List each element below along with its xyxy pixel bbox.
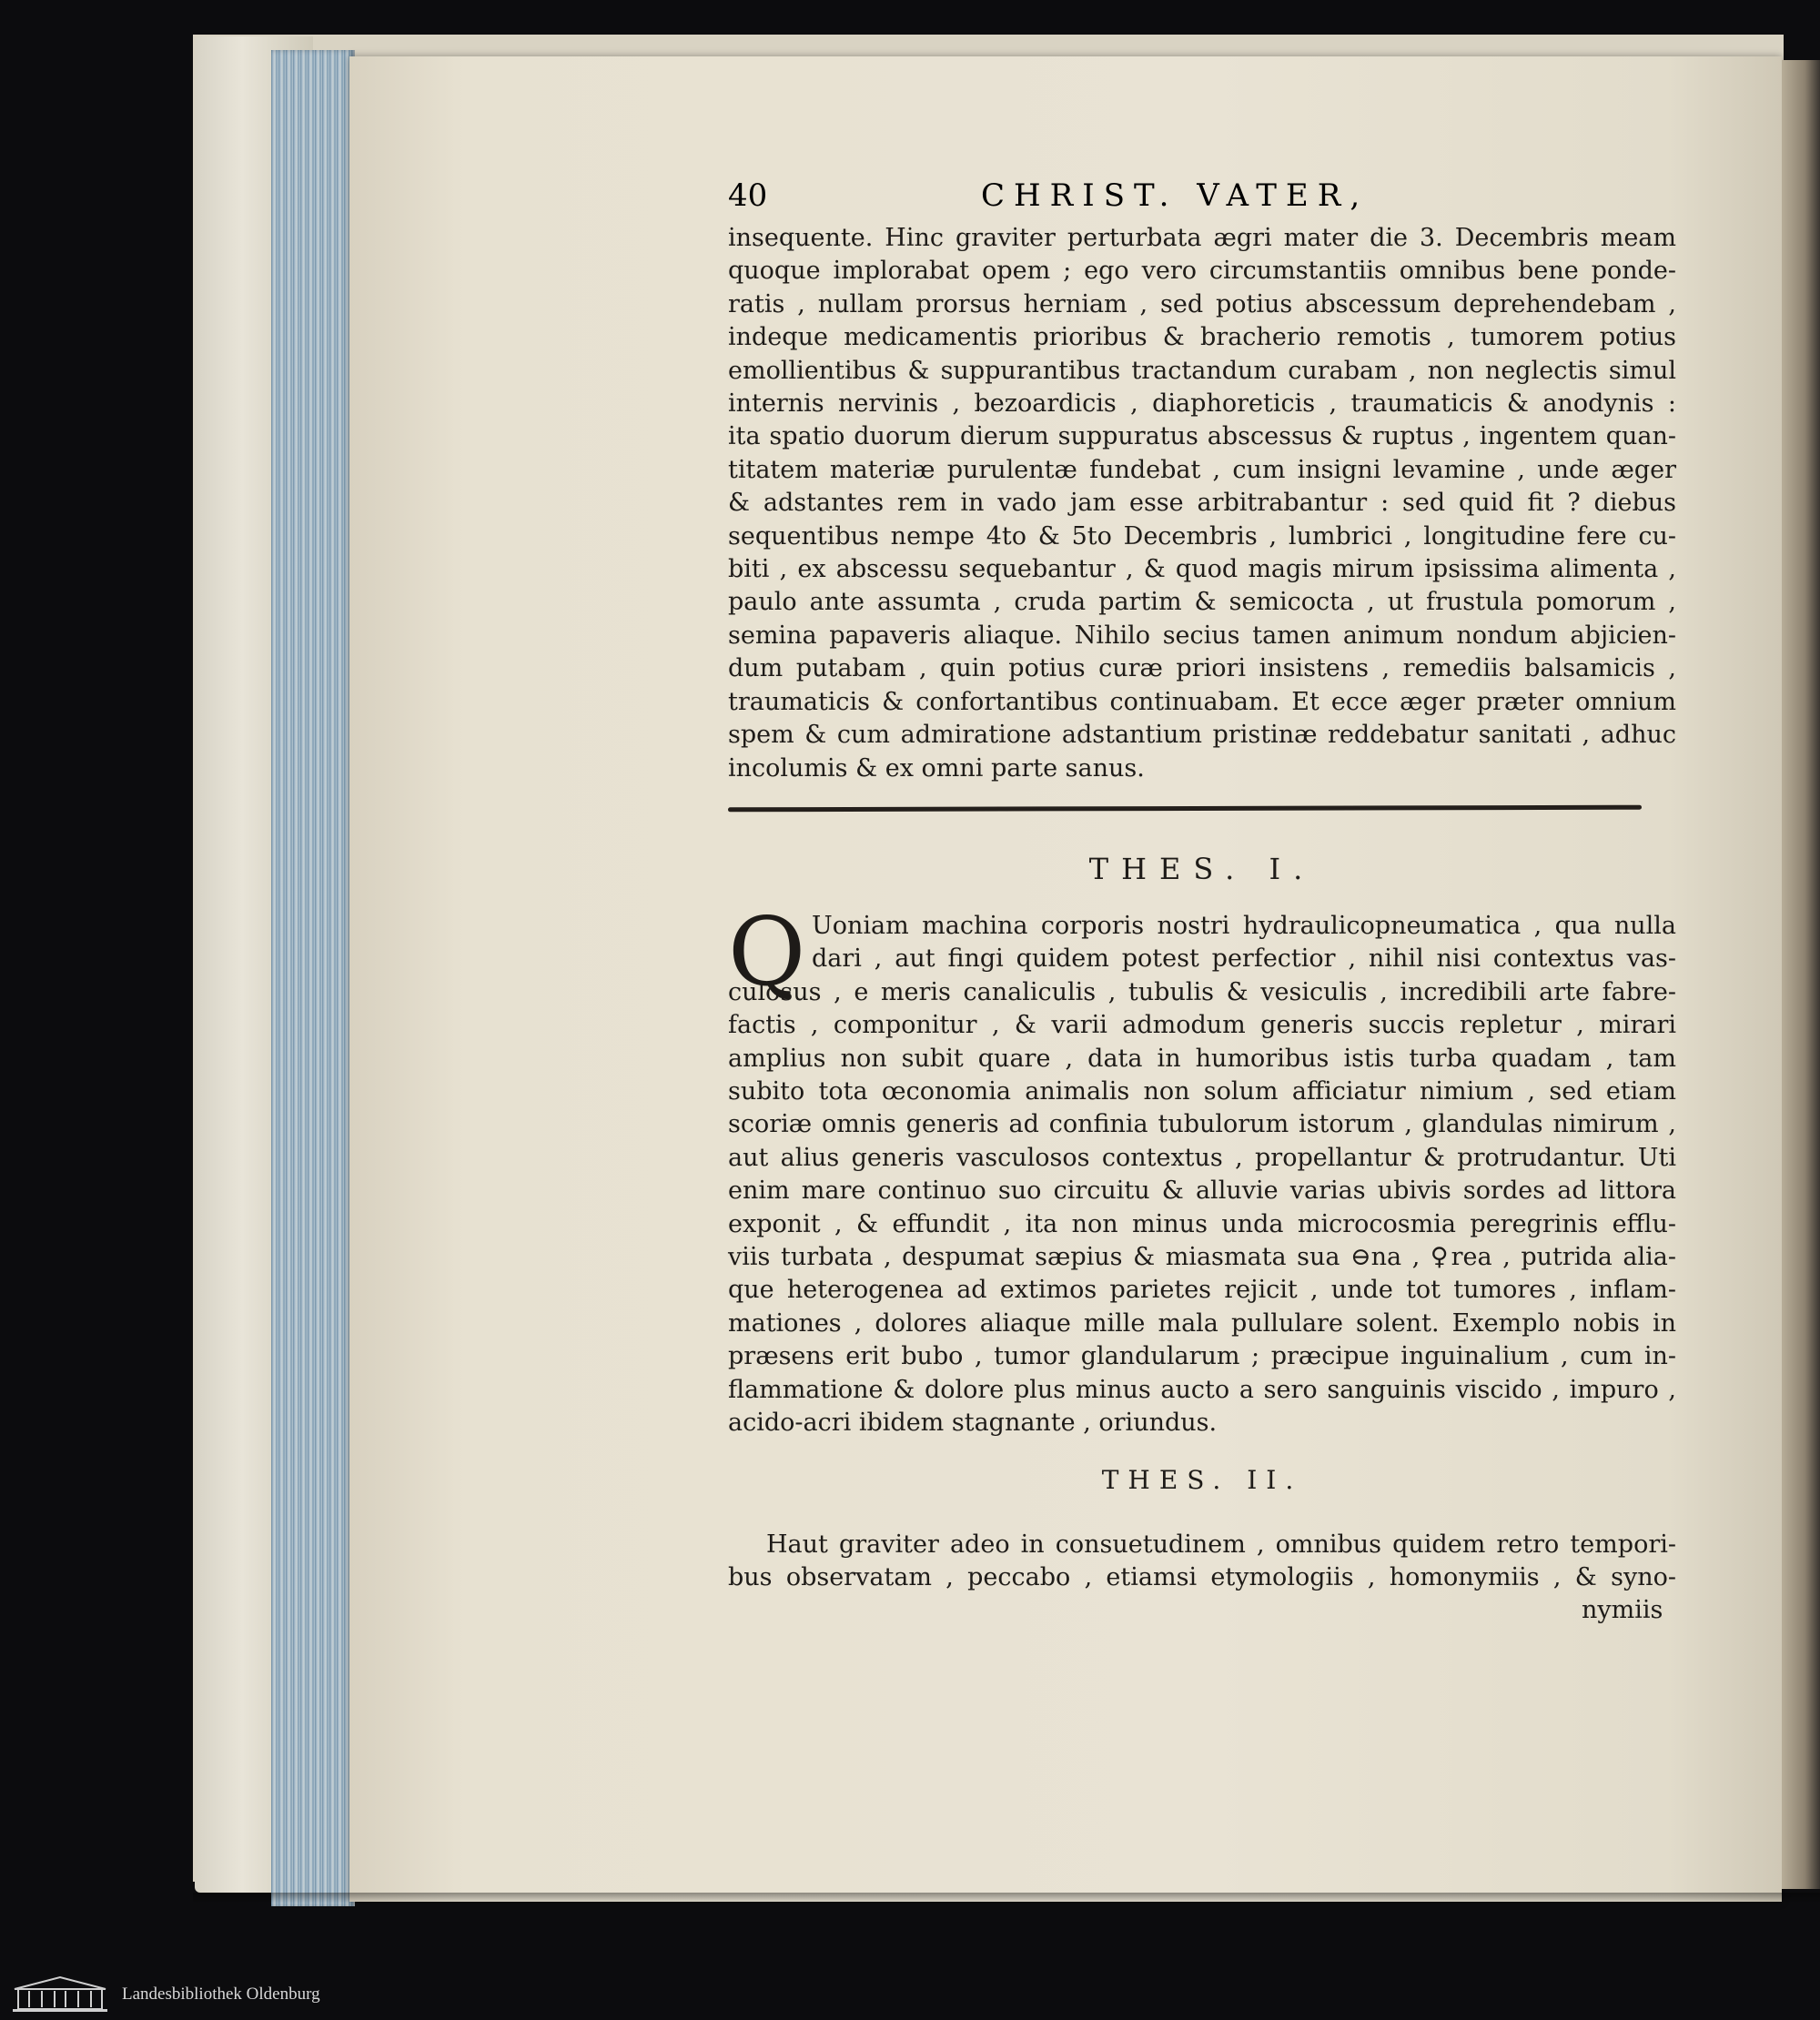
text-line: sequentibus nempe 4to & 5to Decembris , lumbrici , longitudine fere cu- [728, 521, 1676, 550]
text-line: Uoniam machina corporis nostri hydraulicopneumatica , qua nulla [812, 912, 1676, 940]
paragraph-2 [728, 896, 1676, 1440]
text-line: ratis , nullam prorsus herniam , sed potius abscessum deprehendebam , [728, 289, 1676, 318]
thesis-1-heading: THES. I. [1088, 852, 1316, 886]
text-line: insequente. Hinc graviter perturbata ægri mater die 3. Decembris meam [728, 224, 1676, 252]
text-line: exponit , & effundit , ita non minus unda microcosmia peregrinis efflu- [728, 1209, 1676, 1238]
text-line: paulo ante assumta , cruda partim & semicocta , ut frustula pomorum , [728, 588, 1676, 617]
paragraph-1 [728, 222, 1676, 785]
book-shadow [193, 1893, 1820, 1904]
text-line: præsens erit bubo , tumor glandularum ; præcipue inguinalium , cum in- [728, 1342, 1676, 1371]
page-number: 40 [728, 177, 768, 214]
library-name: Landesbibliothek Oldenburg [122, 1985, 320, 2004]
text-line: que heterogenea ad extimos parietes rejicit , unde tot tumores , inflam- [728, 1276, 1676, 1305]
text-line: scoriæ omnis generis ad confinia tubulorum istorum , glandulas nimirum , [728, 1110, 1676, 1139]
text-line: viis turbata , despumat sæpius & miasmata sua ⊖na , ♀rea , putrida alia- [728, 1243, 1676, 1272]
text-line: dari , aut fingi quidem potest perfectior , nihil nisi contextus vas- [812, 944, 1676, 974]
drop-cap: Q [728, 896, 806, 1007]
text-line: culosus , e meris canaliculis , tubulis & vesiculis , incredibili arte fabre- [728, 977, 1676, 1006]
facing-page-edge [1782, 60, 1820, 1889]
text-line: subito tota œconomia animalis non solum afficiatur nimium , sed etiam [728, 1077, 1676, 1106]
text-line: indeque medicamentis prioribus & bracherio remotis , tumorem potius [728, 323, 1676, 352]
text-line: mationes , dolores aliaque mille mala pullulare solent. Exemplo nobis in [728, 1308, 1676, 1338]
page-edges [271, 50, 355, 1906]
text-line: incolumis & ex omni parte sanus. [728, 753, 1145, 783]
text-line: enim mare continuo suo circuitu & alluvie varias ubivis sordes ad littora [728, 1177, 1676, 1206]
text-line: bus observatam , peccabo , etiamsi etymologiis , homonymiis , & syno- [728, 1563, 1676, 1592]
text-line: quoque implorabat opem ; ego vero circumstantiis omnibus bene ponde- [728, 257, 1676, 286]
text-line: & adstantes rem in vado jam esse arbitrabantur : sed quid fit ? diebus [728, 489, 1676, 518]
text-line: dum putabam , quin potius curæ priori insistens , remediis balsamicis , [728, 654, 1676, 683]
text-line: Haut graviter adeo in consuetudinem , omnibus quidem retro tempori- [766, 1530, 1676, 1559]
library-building-icon [11, 1975, 109, 2015]
text-line: emollientibus & suppurantibus tractandum curabam , non neglectis simul [728, 356, 1676, 385]
catchword: nymiis [1582, 1596, 1663, 1624]
text-line: ita spatio duorum dierum suppuratus abscessus & ruptus , ingentem quan- [728, 422, 1676, 451]
text-line: flammatione & dolore plus minus aucto a sero sanguinis viscido , impuro , [728, 1375, 1676, 1404]
text-line: titatem materiæ purulentæ fundebat , cum insigni levamine , unde æger [728, 455, 1676, 484]
text-line: aut alius generis vasculosos contextus , propellantur & protrudantur. Uti [728, 1143, 1676, 1172]
text-line: amplius non subit quare , data in humoribus istis turba quadam , tam [728, 1044, 1676, 1073]
text-line: traumaticis & confortantibus continuabam. Et ecce æger præter omnium [728, 687, 1676, 716]
text-line: factis , componitur , & varii admodum generis succis repletur , mirari [728, 1011, 1676, 1040]
text-line: internis nervinis , bezoardicis , diaphoreticis , traumaticis & anodynis : [728, 389, 1676, 419]
text-line: spem & cum admiratione adstantium pristinæ reddebatur sanitati , adhuc [728, 721, 1676, 750]
text-line: semina papaveris aliaque. Nihilo secius tamen animum nondum abjicien- [728, 621, 1676, 650]
text-line: acido-acri ibidem stagnante , oriundus. [728, 1409, 1218, 1438]
running-title: CHRIST. VATER, [981, 177, 1370, 214]
running-head [728, 173, 1401, 218]
paragraph-3 [728, 1529, 1676, 1595]
text-line: biti , ex abscessu sequebantur , & quod magis mirum ipsissima alimenta , [728, 555, 1676, 584]
thesis-2-heading: THES. II. [1101, 1465, 1303, 1495]
